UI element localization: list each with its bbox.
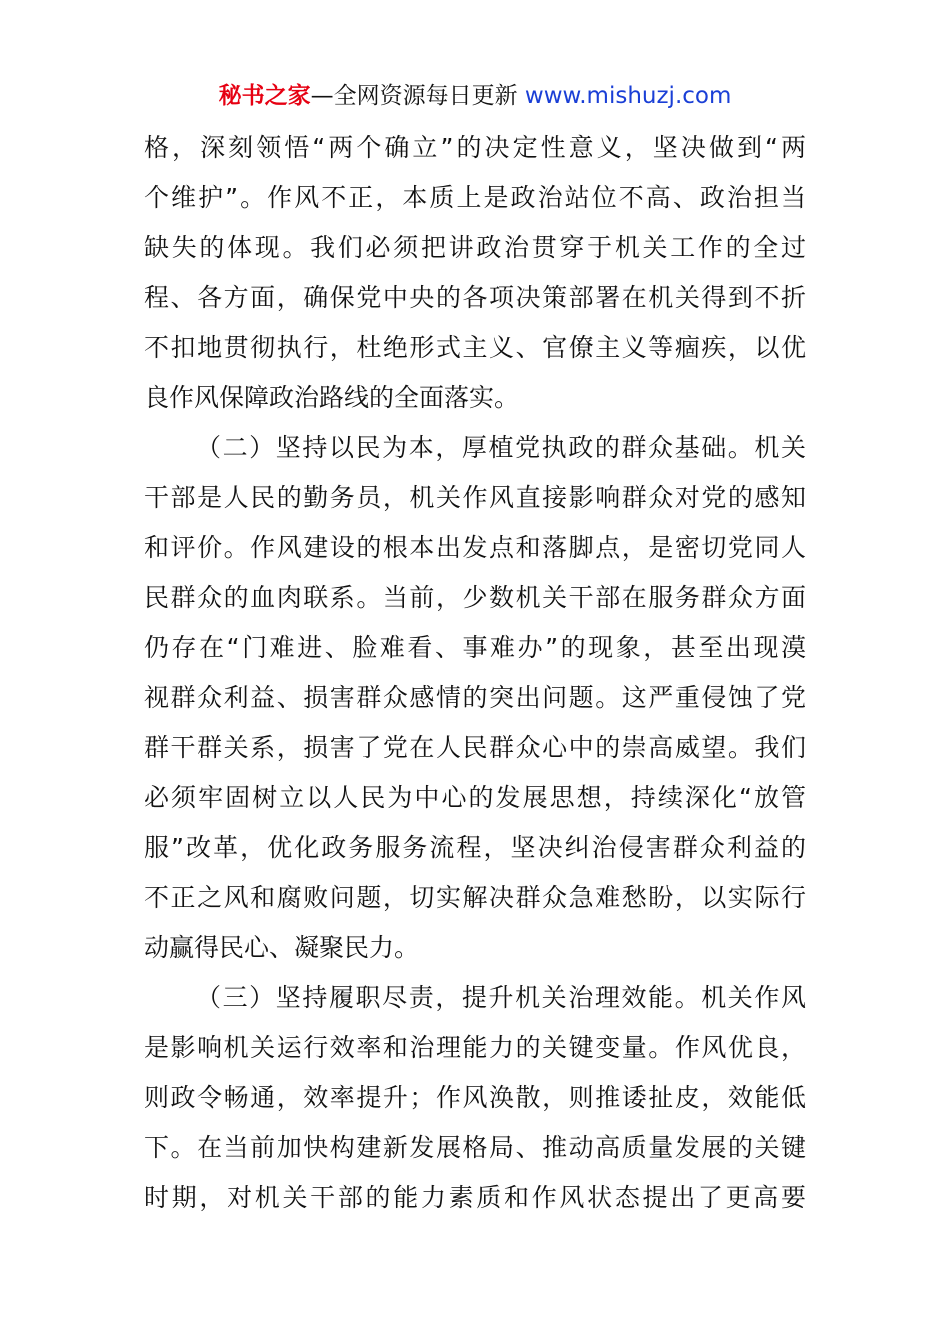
text-line: 个维护”。作风不正，本质上是政治站位不高、政治担当 [144,183,806,212]
document-body [144,123,806,1223]
text-line-section-heading: （二）坚持以民为本，厚植党执政的群众基础。机关 [196,433,806,462]
text-line-paragraph-end: 良作风保障政治路线的全面落实。 [144,383,520,412]
text-line: 缺失的体现。我们必须把讲政治贯穿于机关工作的全过 [144,233,806,262]
text-line: 仍存在“门难进、脸难看、事难办”的现象，甚至出现漠 [144,633,806,662]
text-line: 格，深刻领悟“两个确立”的决定性意义，坚决做到“两 [144,133,806,162]
text-line: 是影响机关运行效率和治理能力的关键变量。作风优良， [144,1033,806,1062]
text-line: 和评价。作风建设的根本出发点和落脚点，是密切党同人 [144,533,806,562]
site-tagline: —全网资源每日更新 [310,83,525,109]
text-line-section-heading: （三）坚持履职尽责，提升机关治理效能。机关作风 [196,983,806,1012]
site-header [0,80,950,112]
text-line: 不扣地贯彻执行，杜绝形式主义、官僚主义等痼疾，以优 [144,333,806,362]
site-url-link[interactable]: www.mishuzj.com [524,83,732,109]
text-line: 视群众利益、损害群众感情的突出问题。这严重侵蚀了党 [144,683,806,712]
text-line: 必须牢固树立以人民为中心的发展思想，持续深化“放管 [144,783,806,812]
text-line: 则政令畅通，效率提升；作风涣散，则推诿扯皮，效能低 [144,1083,806,1112]
text-line: 干部是人民的勤务员，机关作风直接影响群众对党的感知 [144,483,806,512]
text-line: 程、各方面，确保党中央的各项决策部署在机关得到不折 [144,283,806,312]
text-line: 下。在当前加快构建新发展格局、推动高质量发展的关键 [144,1133,806,1162]
text-line: 民群众的血肉联系。当前，少数机关干部在服务群众方面 [144,583,806,612]
text-line: 群干群关系，损害了党在人民群众心中的崇高威望。我们 [144,733,806,762]
text-line: 不正之风和腐败问题，切实解决群众急难愁盼，以实际行 [144,883,806,912]
text-line: 时期，对机关干部的能力素质和作风状态提出了更高要 [144,1183,806,1212]
text-line-paragraph-end: 动赢得民心、凝聚民力。 [144,933,420,962]
site-brand: 秘书之家 [218,83,311,109]
text-line: 服”改革，优化政务服务流程，坚决纠治侵害群众利益的 [144,833,806,862]
